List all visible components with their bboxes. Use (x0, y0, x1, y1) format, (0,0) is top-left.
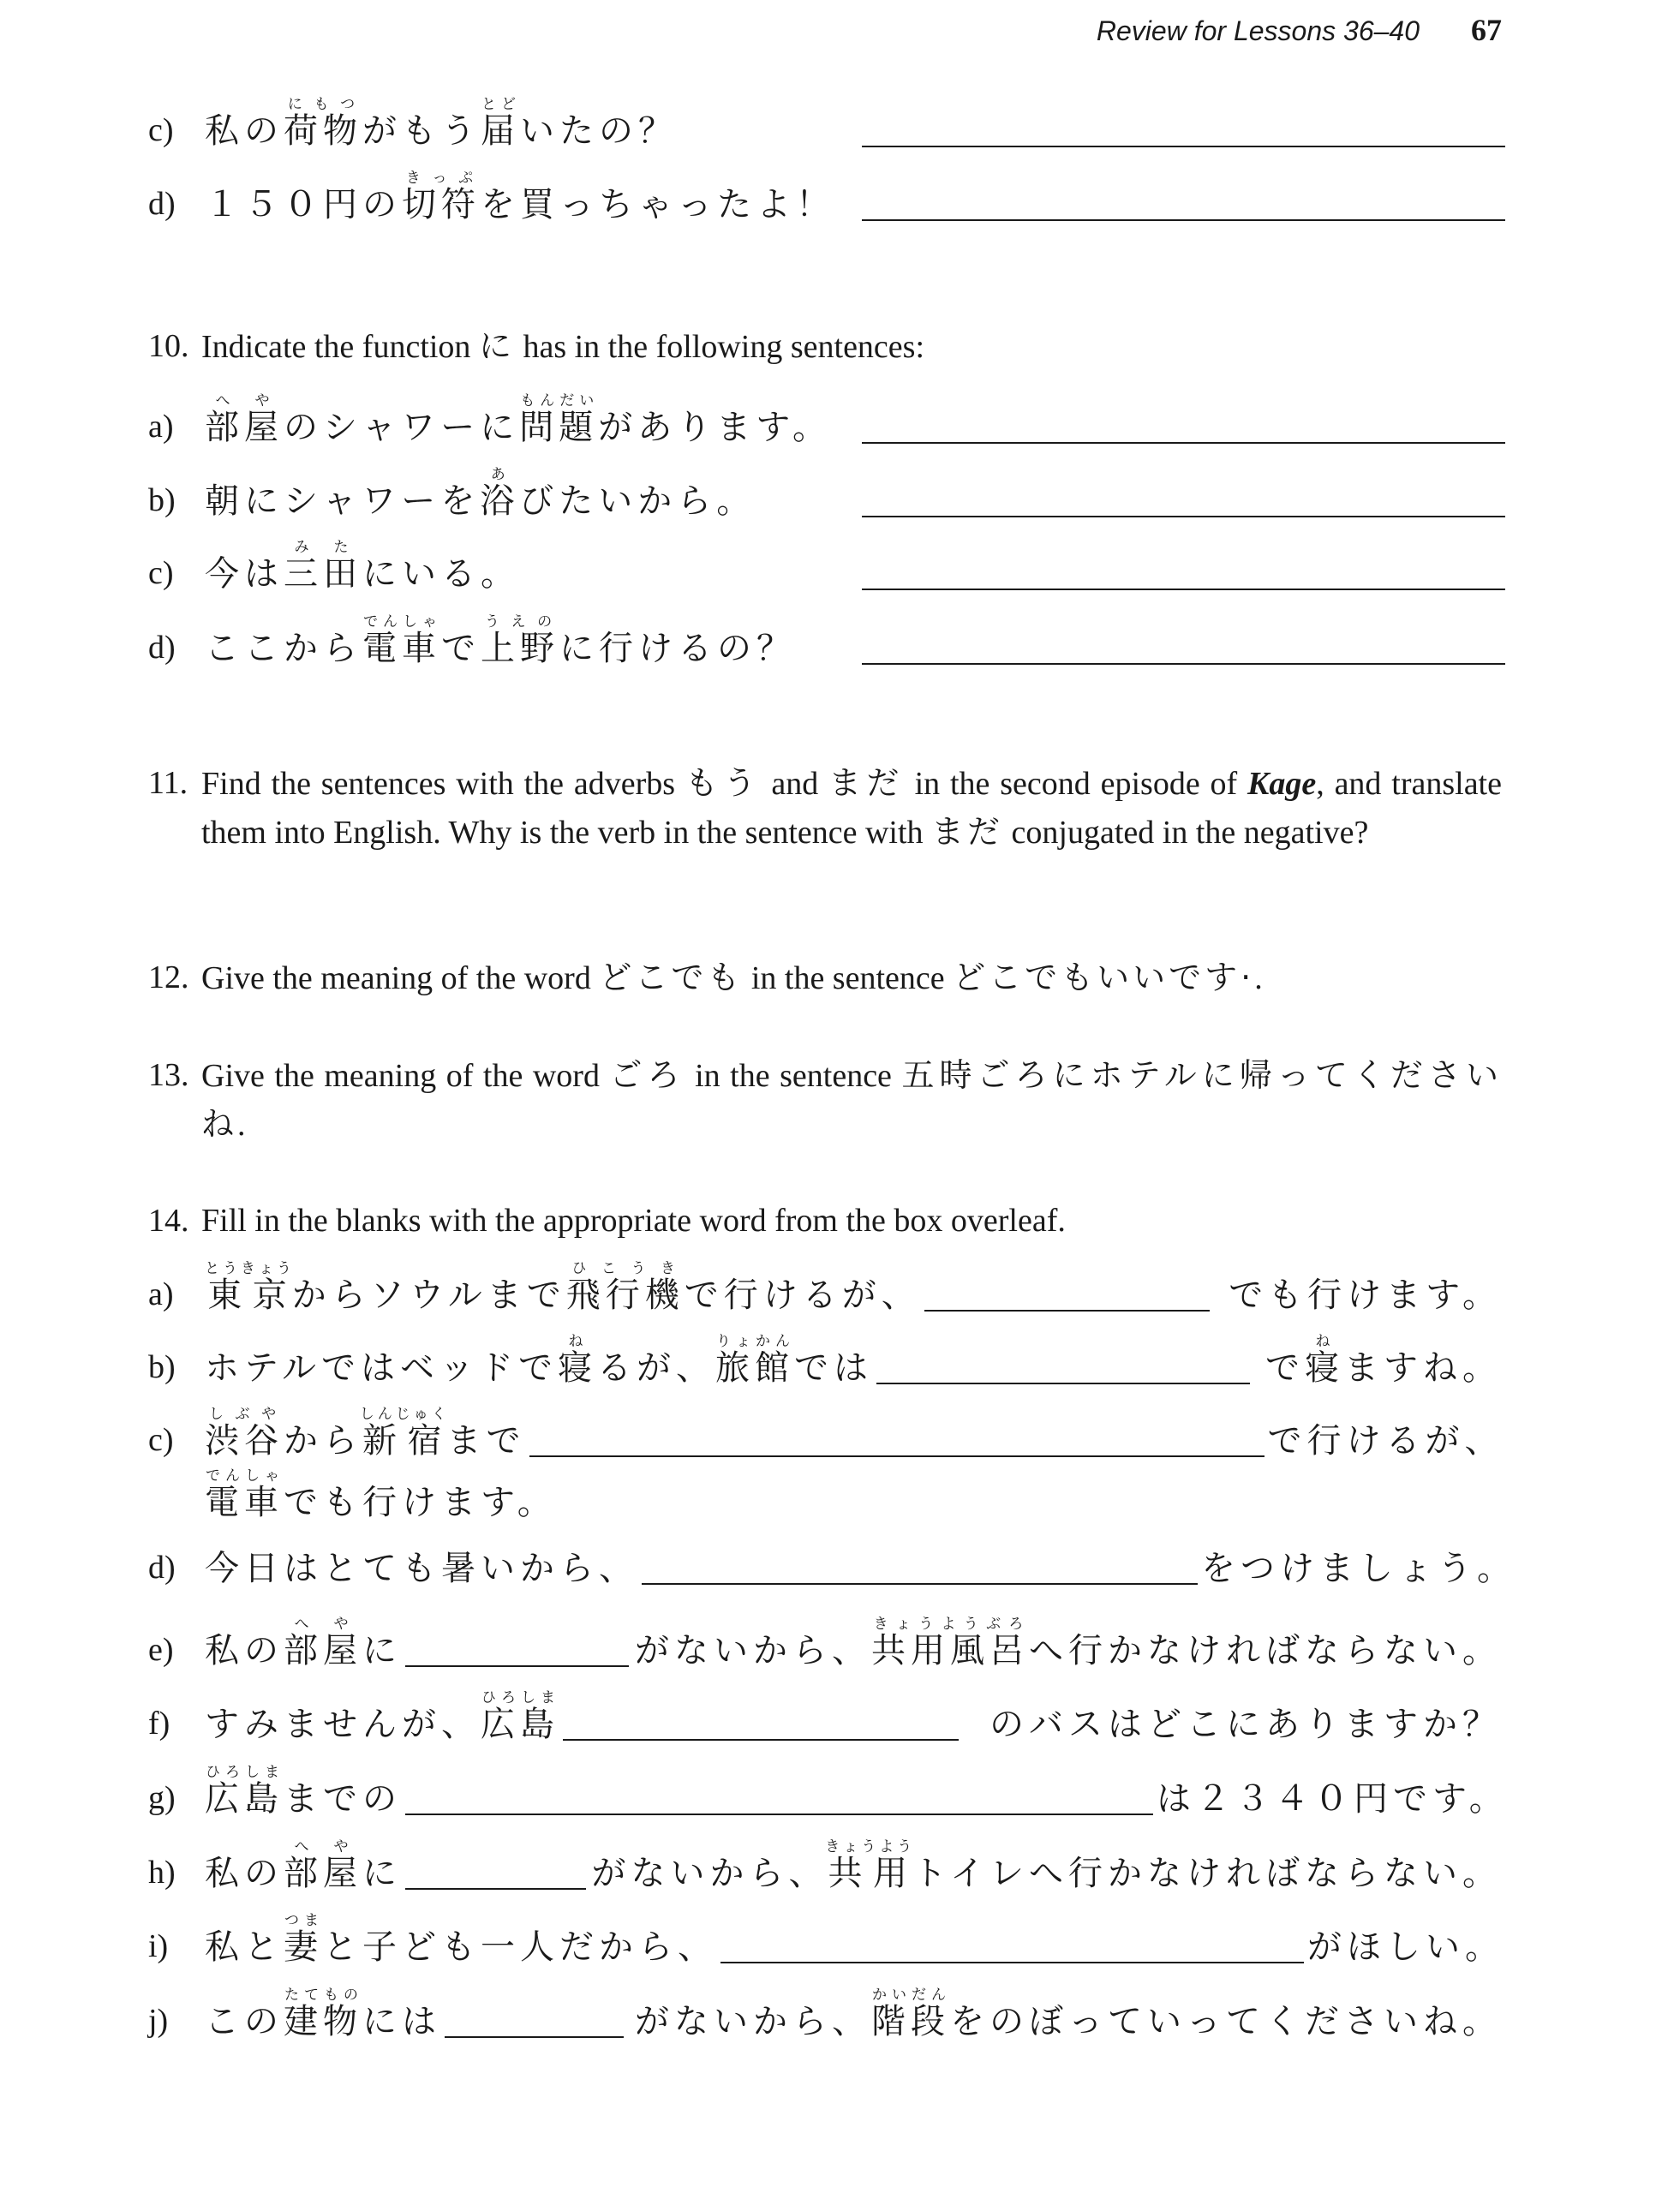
text-segment: でも行けます。 (1229, 1276, 1502, 1315)
sentence (205, 539, 520, 595)
item-label: a) (148, 1276, 174, 1312)
kanji: 建物 (284, 2002, 362, 2041)
text-segment: では (794, 1348, 873, 1388)
text-segment: には (362, 2002, 441, 2041)
item-label: i) (148, 1928, 169, 1964)
text-segment: 私の (205, 111, 284, 151)
sentence (205, 1467, 557, 1524)
text-segment: トイレへ行かなければならない。 (912, 1854, 1502, 1893)
furigana: ね (558, 1333, 597, 1350)
prompt-text: Give the meaning of the word (201, 960, 600, 996)
furigana: つま (284, 1912, 323, 1929)
sentence (205, 466, 756, 523)
text-segment: から (284, 1421, 362, 1461)
text-segment: がもう (362, 111, 481, 151)
prompt-japanese: まだ (828, 764, 905, 802)
kanji-with-furigana (284, 96, 362, 151)
furigana: あ (480, 466, 520, 483)
answer-blank (862, 115, 1505, 147)
text-segment: をつけましょう。 (1201, 1549, 1516, 1588)
q14-item-c-continued (205, 1467, 1502, 1524)
prompt-text: Indicate the function (201, 329, 479, 365)
kanji: 電車 (205, 1483, 284, 1522)
prompt-text: Find the sentences with the adverbs (201, 766, 685, 802)
answer-blank (642, 1552, 1198, 1585)
q14-item-d (148, 1541, 1516, 1590)
kanji: 上野 (481, 629, 559, 668)
q14-item-c (148, 1406, 1502, 1462)
q10-item-d (148, 613, 1502, 670)
kanji: 問題 (519, 408, 599, 447)
item-label: b) (148, 482, 176, 518)
prompt-text: , and translate them into English. Why is the verb in the sentence with (201, 766, 1502, 851)
kanji: 寝 (1305, 1348, 1344, 1388)
q14-prompt (148, 1197, 1502, 1245)
item-label: h) (148, 1855, 176, 1891)
kanji-with-furigana (205, 1764, 284, 1819)
prompt-text: . (1254, 960, 1263, 996)
text-segment: いたの？ (520, 111, 678, 151)
kanji-with-furigana (402, 170, 481, 224)
kanji-with-furigana (715, 1333, 794, 1388)
kanji-with-furigana (871, 1616, 1029, 1670)
text-segment: がないから、 (635, 2002, 871, 2041)
answer-blank (563, 1708, 959, 1741)
text-segment: すみませんが、 (205, 1705, 481, 1744)
text-segment: に (362, 1631, 402, 1670)
kanji-with-furigana (1305, 1333, 1344, 1388)
q14-item-e (148, 1616, 1502, 1672)
furigana: へや (284, 1838, 362, 1855)
prompt-japanese: 五時ごろにホテルに帰ってください ね (201, 1056, 1502, 1143)
sentence-before-blank (205, 1260, 921, 1317)
text-segment: からソウルまで (291, 1276, 566, 1315)
kanji-with-furigana (205, 1406, 284, 1461)
q14-item-g (148, 1764, 1509, 1820)
q14-item-b (148, 1333, 1502, 1389)
item-label: d) (148, 186, 176, 222)
text-segment: 私と (205, 1927, 284, 1967)
sentence-after-blank (1265, 1333, 1502, 1389)
text-segment: 朝にシャワーを (205, 481, 481, 521)
kanji-with-furigana (871, 1987, 950, 2041)
kanji-with-furigana (284, 1912, 323, 1967)
text-segment: を買っちゃったよ！ (481, 185, 835, 224)
kanji-with-furigana (284, 1987, 362, 2041)
sentence (205, 392, 832, 449)
answer-blank (862, 632, 1505, 665)
sentence-before-blank (205, 1541, 638, 1590)
sentence-after-blank (1229, 1268, 1502, 1317)
furigana: たてもの (284, 1987, 362, 2004)
text-segment: がないから、 (635, 1631, 871, 1670)
q10-item-a (148, 392, 1502, 449)
prompt-japanese: に (478, 327, 515, 365)
text-segment: があります。 (598, 408, 833, 447)
question-number: 13. (148, 1057, 189, 1093)
text-segment: に (362, 1854, 402, 1893)
item-label: f) (148, 1706, 170, 1742)
item-label: a) (148, 409, 174, 445)
furigana: もんだい (519, 392, 599, 409)
kanji-with-furigana (558, 1333, 597, 1388)
answer-blank (924, 1279, 1210, 1312)
kanji-with-furigana (565, 1260, 685, 1315)
prompt-japanese: ごろ (609, 1056, 685, 1094)
furigana: しぶや (205, 1406, 284, 1423)
q9-item-d (148, 170, 1502, 226)
kanji-with-furigana (481, 96, 520, 151)
furigana: とうきょう (205, 1260, 295, 1277)
q14-item-a (148, 1260, 1502, 1317)
text-segment: までの (284, 1779, 402, 1819)
kanji: 飛行機 (565, 1276, 685, 1315)
text-segment: 私の (205, 1854, 284, 1893)
furigana: でんしゃ (205, 1467, 284, 1485)
text-segment: で行けるが、 (684, 1276, 921, 1315)
answer-blank (405, 1634, 629, 1667)
kanji: 共用 (825, 1854, 916, 1893)
text-segment: 私の (205, 1631, 284, 1670)
furigana: でんしゃ (362, 613, 441, 630)
q14-item-h (148, 1838, 1502, 1895)
furigana: へや (205, 392, 284, 409)
prompt-text: conjugated in the negative? (1003, 815, 1369, 851)
sentence-after-blank (635, 1616, 1502, 1672)
item-label: j) (148, 2003, 169, 2039)
item-label: b) (148, 1349, 176, 1385)
sentence-after-blank (1307, 1920, 1504, 1969)
item-label: e) (148, 1632, 174, 1668)
item-label: d) (148, 630, 176, 666)
kanji: 切符 (402, 185, 481, 224)
text-segment: のシャワーに (284, 408, 520, 447)
kanji: 広島 (481, 1705, 559, 1744)
prompt-japanese: もう (685, 764, 762, 802)
answer-blank (445, 2005, 624, 2038)
furigana: かいだん (871, 1987, 950, 2004)
sentence-after-blank (1157, 1772, 1509, 1820)
title-emphasis: Kage (1247, 766, 1317, 802)
kanji-with-furigana (205, 1260, 295, 1315)
answer-blank (405, 1783, 1153, 1815)
furigana: ひこうき (565, 1260, 685, 1277)
kanji: 部屋 (205, 408, 284, 447)
sentence-before-blank (205, 1689, 559, 1746)
text-segment: ますね。 (1344, 1348, 1502, 1388)
kanji-with-furigana (480, 466, 520, 521)
prompt-text: Give the meaning of the word (201, 1058, 610, 1094)
kanji: 階段 (871, 2002, 950, 2041)
kanji-with-furigana (205, 1467, 284, 1522)
kanji: 寝 (558, 1348, 597, 1388)
furigana: ひろしま (481, 1689, 559, 1706)
kanji: 旅館 (715, 1348, 794, 1388)
prompt-text: Fill in the blanks with the appropriate word from the box overleaf. (201, 1203, 1066, 1239)
answer-blank (876, 1352, 1250, 1384)
text-segment: は２３４０円です。 (1157, 1779, 1509, 1819)
prompt-text: has in the following sentences: (514, 329, 925, 365)
prompt-japanese: どこでもいいです· (953, 959, 1255, 996)
text-segment: 今日はとても暑いから、 (205, 1549, 638, 1588)
text-segment: るが、 (597, 1348, 715, 1388)
furigana: ね (1305, 1333, 1344, 1350)
item-label: g) (148, 1780, 176, 1816)
sentence-after-blank (592, 1838, 1503, 1895)
kanji: 三田 (284, 554, 362, 594)
prompt-japanese: まだ (931, 813, 1004, 851)
kanji: 電車 (362, 629, 441, 668)
text-segment: のバスはどこにありますか？ (989, 1705, 1502, 1744)
furigana: ひろしま (205, 1764, 284, 1781)
text-segment: この (205, 2002, 284, 2041)
running-title: Review for Lessons 36–40 (1096, 15, 1420, 46)
kanji: 新宿 (359, 1421, 450, 1461)
sentence (205, 170, 835, 226)
text-segment: にいる。 (362, 554, 520, 594)
item-label: c) (148, 112, 174, 148)
sentence (205, 613, 796, 670)
answer-blank (529, 1425, 1264, 1457)
answer-blank (862, 188, 1505, 221)
furigana: きょうようぶろ (871, 1616, 1029, 1633)
text-segment: ホテルではベッドで (205, 1348, 558, 1388)
sentence-after-blank (1201, 1541, 1516, 1590)
kanji-with-furigana (284, 539, 362, 594)
kanji: 妻 (284, 1927, 323, 1967)
question-number: 10. (148, 328, 189, 364)
text-segment: まで (446, 1421, 526, 1461)
text-segment: で (1265, 1348, 1305, 1388)
furigana: きょうよう (825, 1838, 916, 1855)
kanji-with-furigana (519, 392, 599, 447)
kanji-with-furigana (481, 613, 559, 668)
kanji-with-furigana (284, 1616, 362, 1670)
sentence-before-blank (205, 1406, 526, 1462)
text-segment: をのぼっていってくださいね。 (950, 2002, 1502, 2041)
furigana: りょかん (715, 1333, 794, 1350)
page-header (1097, 12, 1502, 48)
prompt-text: in the sentence (685, 1058, 902, 1094)
q11 (148, 759, 1502, 857)
q14-item-j (148, 1987, 1502, 2043)
q10-item-b (148, 466, 1502, 523)
answer-blank (862, 485, 1505, 517)
furigana: とど (481, 96, 520, 113)
prompt-text: in the sentence (743, 960, 954, 996)
text-segment: がないから、 (591, 1854, 828, 1893)
text-segment: で行けるが、 (1267, 1421, 1504, 1461)
sentence-before-blank (205, 1616, 402, 1672)
sentence-before-blank (205, 1838, 402, 1895)
page-number: 67 (1471, 13, 1502, 47)
furigana: みた (284, 539, 362, 556)
kanji-with-furigana (359, 1406, 450, 1461)
kanji-with-furigana (284, 1838, 362, 1893)
item-label: d) (148, 1550, 176, 1586)
text-segment: がほしい。 (1307, 1927, 1504, 1967)
item-label: c) (148, 1422, 174, 1458)
prompt-text: . (237, 1107, 246, 1143)
q13 (148, 1051, 1502, 1149)
furigana: へや (284, 1616, 362, 1633)
furigana: にもつ (284, 96, 362, 113)
q10-item-c (148, 539, 1502, 595)
answer-blank (720, 1931, 1304, 1963)
text-segment: びたいから。 (519, 481, 756, 521)
kanji-with-furigana (825, 1838, 916, 1893)
prompt-text: and (761, 766, 829, 802)
answer-blank (862, 558, 1505, 590)
furigana: しんじゅく (359, 1406, 450, 1423)
item-label: c) (148, 555, 174, 591)
prompt-japanese: どこでも (599, 959, 744, 996)
kanji: 届 (481, 111, 520, 151)
text-segment: ここから (205, 629, 362, 668)
answer-blank (862, 411, 1505, 444)
kanji-with-furigana (362, 613, 441, 668)
q10-prompt (148, 322, 1502, 371)
kanji: 広島 (205, 1779, 284, 1819)
sentence-before-blank (205, 1912, 717, 1969)
sentence-before-blank (205, 1987, 441, 2043)
kanji-with-furigana (205, 392, 284, 447)
q9-item-c (148, 96, 1502, 152)
sentence-after-blank (635, 1987, 1502, 2043)
question-number: 11. (148, 765, 188, 801)
sentence-after-blank (989, 1697, 1502, 1746)
q14-item-i (148, 1912, 1502, 1969)
kanji: 荷物 (284, 111, 362, 151)
answer-blank (405, 1857, 586, 1890)
question-number: 14. (148, 1203, 189, 1239)
sentence-before-blank (205, 1764, 402, 1820)
sentence-after-blank (1268, 1413, 1504, 1462)
kanji: 部屋 (284, 1631, 362, 1670)
q14-item-f (148, 1689, 1502, 1746)
text-segment: １５０円の (205, 185, 402, 224)
question-number: 12. (148, 959, 189, 995)
text-segment: 今は (205, 554, 284, 594)
text-segment: へ行かなければならない。 (1029, 1631, 1502, 1670)
kanji: 共用風呂 (871, 1631, 1029, 1670)
prompt-text: in the second episode of (904, 766, 1248, 802)
text-segment: でも行けます。 (284, 1483, 557, 1522)
text-segment: と子ども一人だから、 (323, 1927, 717, 1967)
text-segment: に行けるの？ (559, 629, 796, 668)
sentence (205, 96, 678, 152)
furigana: きっぷ (402, 170, 481, 187)
kanji: 部屋 (284, 1854, 362, 1893)
kanji-with-furigana (481, 1689, 559, 1744)
furigana: うえの (481, 613, 559, 630)
kanji: 浴 (480, 481, 520, 521)
q12 (148, 953, 1502, 1002)
text-segment: で (441, 629, 481, 668)
sentence-before-blank (205, 1333, 873, 1389)
kanji: 東京 (205, 1276, 295, 1315)
kanji: 渋谷 (205, 1421, 284, 1461)
